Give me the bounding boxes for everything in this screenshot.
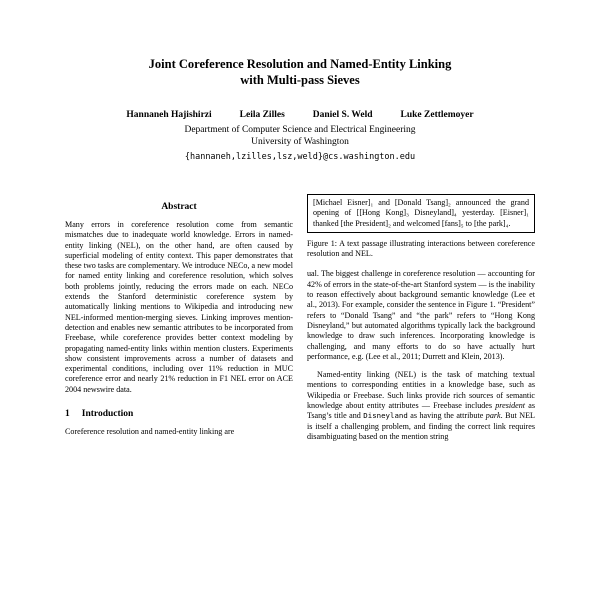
affiliation-line2: University of Washington (251, 137, 349, 147)
section-1-heading (65, 409, 293, 419)
author-list (0, 110, 600, 120)
author-emails: {hannaneh,lzilles,lsz,weld}@cs.washington.edu (184, 152, 416, 162)
author-name: Luke Zettlemoyer (400, 110, 474, 120)
author-name: Leila Zilles (239, 110, 285, 120)
abstract-heading: Abstract (161, 202, 197, 212)
paper-title-line2: with Multi-pass Sieves (240, 73, 360, 87)
body-paragraph-nel: Named-entity linking (NEL) is the task of matching textual mentions to corresponding entities in a knowledge base, such as Wikipedia or Freebase. Such links provide rich sources of semantic knowledge about entity attributes — Freebase includes president as Tsang’s title and Disneyland as having the attribute park. But NEL is itself a challenging problem, and finding the correct link requires disambiguating based on the mention string (307, 370, 535, 441)
affiliation (0, 124, 600, 148)
figure-1-caption: Figure 1: A text passage illustrating interactions between coreference resolution and NEL. (307, 238, 535, 259)
section-1-number: 1 (65, 409, 70, 420)
paper-title (0, 56, 600, 88)
author-name: Hannaneh Hajishirzi (126, 110, 212, 120)
section-1-title: Introduction (81, 409, 134, 420)
left-column (65, 194, 293, 442)
affiliation-line1: Department of Computer Science and Electrical Engineering (184, 125, 416, 135)
figure-1-box: [Michael Eisner]₁ and [Donald Tsang]₂ announced the grand opening of [[Hong Kong]₃ Disneyland]₄ yesterday. [Eisner]₁ thanked [the President]₂ and welcomed [fans]₅ to [the park]₄. (307, 194, 535, 233)
right-column (307, 194, 535, 442)
intro-first-line: Coreference resolution and named-entity linking are (65, 427, 235, 437)
author-name: Daniel S. Weld (312, 110, 373, 120)
abstract-text: Many errors in coreference resolution come from semantic mismatches due to inadequate world knowledge. Errors in named-entity linking (NEL), on the other hand, are often caused by superficial modeling of entity context. This paper demonstrates that these two tasks are complementary. We introduce NECo, a new model for named entity linking and coreference resolution, which solves both problems jointly, reducing the errors made on each. NECo extends the Stanford deterministic coreference system by automatically linking mentions to Wikipedia and introducing new NEL-informed mention-merging sieves. Linking improves mention-detection and enables new semantic attributes to be incorporated from Freebase, while coreference provides better context modeling by propagating named-entity links within mention clusters. Experiments show consistent improvements across a number of datasets and experimental conditions, including over 11% reduction in MUC coreference error and nearly 21% reduction in F1 NEL error on ACE 2004 newswire data. (65, 220, 293, 394)
body-paragraph-continuation: ual. The biggest challenge in coreference resolution — accounting for 42% of errors in the state-of-the-art Stanford system — is the inability to reason effectively about background semantic knowledge (Lee et al., 2013). For example, consider the sentence in Figure 1. “President” refers to “Donald Tsang” and “the park” refers to “Hong Kong Disneyland,” but automated algorithms typically lack the background knowledge to draw such inferences. Incorporating knowledge is challenging, and many efforts to do so have actually hurt performance, e.g. (Lee et al., 2011; Durrett and Klein, 2013). (307, 269, 535, 361)
paper-title-line1: Joint Coreference Resolution and Named-Entity Linking (148, 57, 452, 71)
paper-header (0, 0, 600, 162)
two-column-body (0, 194, 600, 442)
